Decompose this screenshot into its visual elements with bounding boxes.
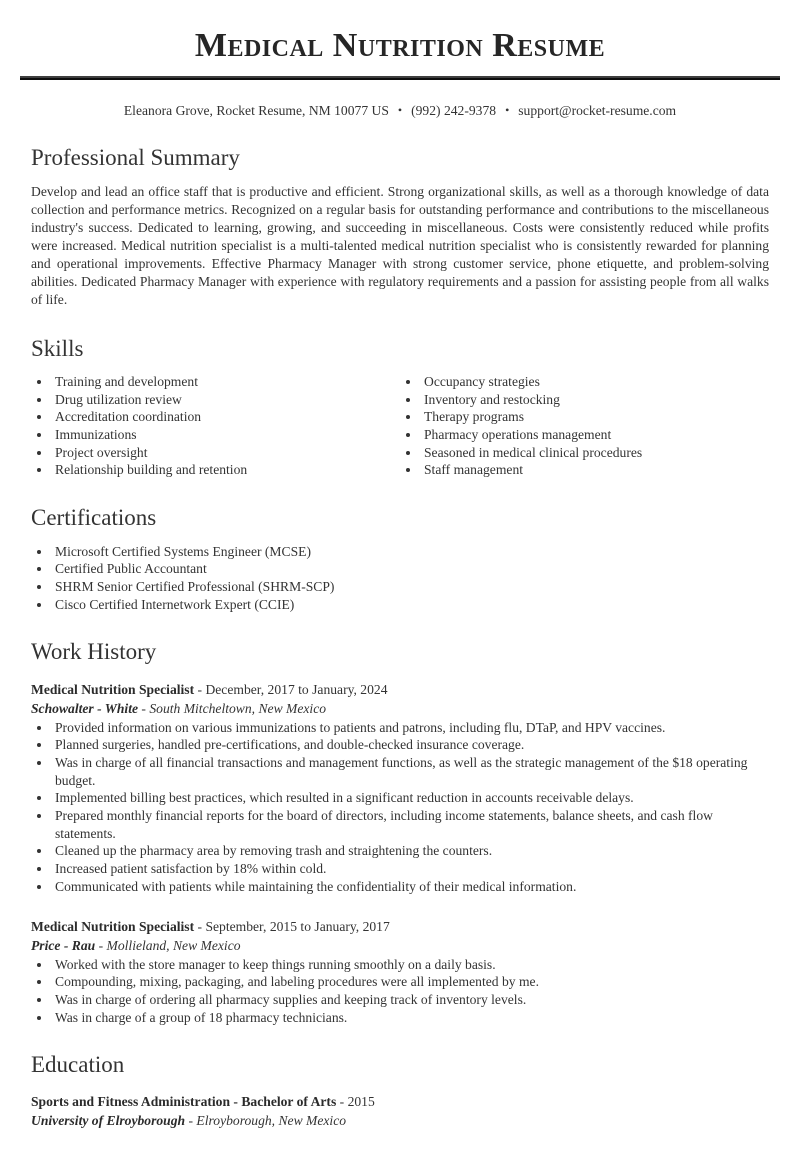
skills-list-right: [400, 373, 769, 479]
certification-item: • Microsoft Certified Systems Engineer (MCSE): [52, 543, 769, 561]
job-company: Schowalter - White: [31, 700, 139, 716]
skills-column-left: [31, 373, 400, 479]
skill-item: • Pharmacy operations management: [421, 426, 769, 444]
education-degree-line: [31, 1093, 769, 1112]
section-heading-work-history: Work History: [31, 639, 157, 665]
job-bullet: • Compounding, mixing, packaging, and labeling procedures were all implemented by me.: [52, 973, 769, 991]
skill-item: • Relationship building and retention: [52, 461, 400, 479]
skill-item: • Training and development: [52, 373, 400, 391]
skill-item: • Inventory and restocking: [421, 391, 769, 409]
contact-separator: •: [505, 103, 510, 118]
job-bullet: • Increased patient satisfaction by 18% within cold.: [52, 860, 769, 878]
education-degree: Sports and Fitness Administration - Bachelor of Arts: [31, 1094, 337, 1110]
education-location: - Elroyborough, New Mexico: [188, 1112, 347, 1128]
contact-phone: (992) 242-9378: [411, 103, 497, 119]
skills-list-left: [31, 373, 400, 479]
job-bullet: • Implemented billing best practices, which resulted in a significant reduction in accounts receivable delays.: [52, 789, 769, 807]
job-bullet-list: [31, 956, 769, 1027]
job-bullet: • Was in charge of all financial transactions and management functions, as well as the strategic management of the $18 operating budget.: [52, 754, 769, 789]
job-company-line: [31, 937, 769, 956]
job-location: - South Mitcheltown, New Mexico: [141, 700, 327, 716]
skill-item: • Seasoned in medical clinical procedures: [421, 444, 769, 462]
certification-item: • Certified Public Accountant: [52, 560, 769, 578]
job-location: - Mollieland, New Mexico: [98, 938, 241, 953]
job-dates: - December, 2017 to January, 2024: [197, 682, 388, 698]
education-entry: [31, 1093, 769, 1131]
section-heading-professional-summary: Professional Summary: [31, 145, 240, 171]
work-history-entry: [31, 918, 769, 1026]
certifications-list: [31, 543, 769, 614]
skill-item: • Accreditation coordination: [52, 408, 400, 426]
job-bullet: • Worked with the store manager to keep things running smoothly on a daily basis.: [52, 956, 769, 974]
job-bullet: • Prepared monthly financial reports for the board of directors, including income statements, balance sheets, and cash flow statements.: [52, 807, 769, 842]
job-title: Medical Nutrition Specialist: [31, 919, 195, 935]
section-heading-education: Education: [31, 1052, 125, 1078]
job-bullet: • Was in charge of ordering all pharmacy supplies and keeping track of inventory levels.: [52, 991, 769, 1009]
job-bullet-list: [31, 719, 769, 896]
certification-item: • SHRM Senior Certified Professional (SHRM-SCP): [52, 578, 769, 596]
education-year: - 2015: [339, 1094, 375, 1110]
title-divider: [20, 76, 780, 80]
skills-columns: [31, 373, 769, 479]
job-title: Medical Nutrition Specialist: [31, 682, 195, 698]
job-company: Price - Rau: [31, 938, 96, 953]
skill-item: • Staff management: [421, 461, 769, 479]
job-bullet: • Was in charge of a group of 18 pharmacy technicians.: [52, 1009, 769, 1027]
section-heading-certifications: Certifications: [31, 505, 157, 531]
professional-summary-text: Develop and lead an office staff that is productive and efficient. Strong organizational skills, as well as a thorough knowledge of data collection and performance metrics. Recognized on a regular basis for outstanding performance and contributions to the miscellaneous industry's success. Dedicated to learning, growing, and succeeding in miscellaneous. Costs were consistently reduced while profits were increased. Medical nutrition specialist is a multi-talented medical nutrition specialist who is consistently rewarded for planning and operational improvements. Effective Pharmacy Manager with strong customer service, phone etiquette, and problem-solving abilities. Dedicated Pharmacy Manager with experience with regulatory requirements and a passion for assisting people from all walks of life.: [31, 183, 769, 308]
page-title: Medical Nutrition Resume: [194, 27, 606, 64]
job-dates: - September, 2015 to January, 2017: [197, 919, 390, 935]
work-history-entry: [31, 681, 769, 895]
contact-separator: •: [397, 103, 403, 118]
job-bullet: • Provided information on various immunizations to patients and patrons, including flu, DTaP, and HPV vaccines.: [52, 719, 769, 737]
section-heading-skills: Skills: [31, 335, 84, 361]
job-title-line: [31, 681, 769, 700]
contact-email: support@rocket-resume.com: [518, 103, 677, 119]
certification-item: • Cisco Certified Internetwork Expert (CCIE): [52, 596, 769, 614]
education-school: University of Elroyborough: [31, 1112, 186, 1128]
job-bullet: • Cleaned up the pharmacy area by removing trash and straightening the counters.: [52, 842, 769, 860]
skill-item: • Occupancy strategies: [421, 373, 769, 391]
skill-item: • Project oversight: [52, 444, 400, 462]
job-company-line: [31, 700, 769, 719]
skill-item: • Drug utilization review: [52, 391, 400, 409]
education-school-line: [31, 1112, 769, 1131]
skills-column-right: [400, 373, 769, 479]
contact-line: [0, 103, 800, 119]
resume-content: [0, 144, 800, 1154]
job-title-line: [31, 918, 769, 937]
contact-address: Eleanora Grove, Rocket Resume, NM 10077 US: [123, 103, 389, 119]
job-bullet: • Communicated with patients while maintaining the confidentiality of their medical information.: [52, 878, 769, 896]
skill-item: • Immunizations: [52, 426, 400, 444]
job-bullet: • Planned surgeries, handled pre-certifications, and double-checked insurance coverage.: [52, 736, 769, 754]
skill-item: • Therapy programs: [421, 408, 769, 426]
